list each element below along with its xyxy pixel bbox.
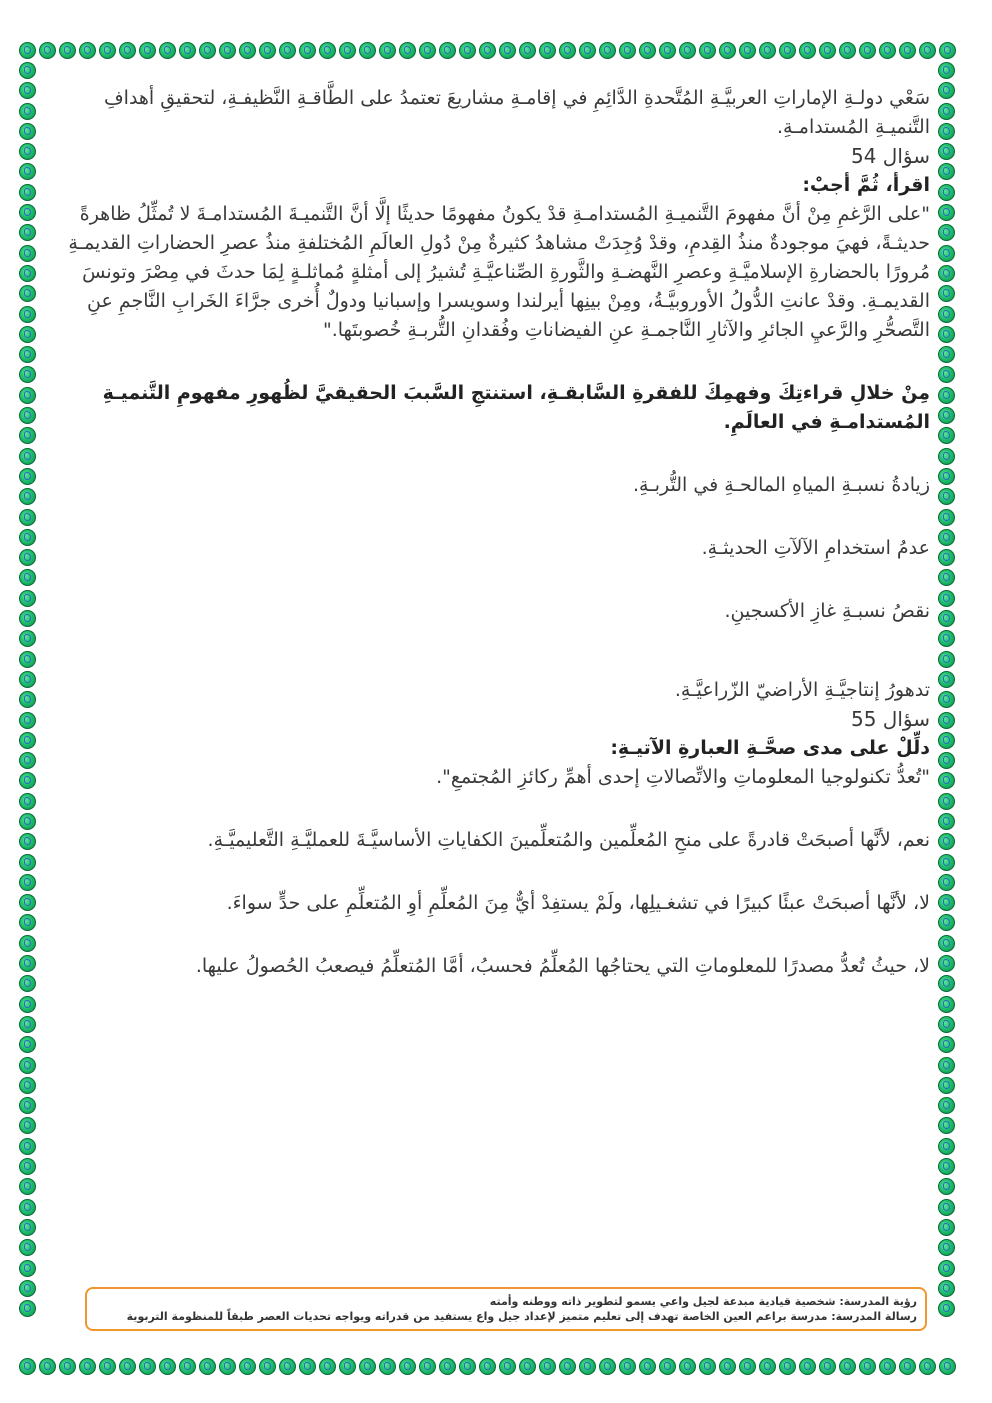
question-55-option-b[interactable]: لا، لأنَّها أصبحَتْ عبئًا كبيرًا في تشغـيلِها، ولَمْ يستفِدْ أيٌّ مِنَ المُعلِّمِ أوِ المُتعلِّمِ على حدٍّ سواءَ. <box>226 892 930 914</box>
globe-bead-icon <box>938 975 955 992</box>
question-54-option-d[interactable]: تدهورُ إنتاجيَّـةِ الأراضيّ الزّراعيَّـةِ. <box>674 679 930 701</box>
globe-bead-icon <box>19 82 36 99</box>
globe-bead-icon <box>938 1300 955 1317</box>
globe-bead-icon <box>19 996 36 1013</box>
globe-bead-icon <box>938 103 955 120</box>
globe-bead-icon <box>19 468 36 485</box>
globe-bead-icon <box>679 1358 696 1375</box>
globe-bead-icon <box>619 1358 636 1375</box>
globe-bead-icon <box>19 1138 36 1155</box>
globe-bead-icon <box>938 955 955 972</box>
globe-bead-icon <box>519 1358 536 1375</box>
globe-bead-icon <box>938 1057 955 1074</box>
globe-bead-icon <box>19 894 36 911</box>
globe-bead-icon <box>279 42 296 59</box>
globe-bead-icon <box>319 42 336 59</box>
globe-bead-icon <box>19 610 36 627</box>
globe-bead-icon <box>379 42 396 59</box>
globe-bead-icon <box>19 245 36 262</box>
globe-bead-icon <box>938 590 955 607</box>
globe-bead-icon <box>659 1358 676 1375</box>
globe-bead-icon <box>579 1358 596 1375</box>
globe-bead-icon <box>938 1239 955 1256</box>
globe-bead-icon <box>19 265 36 282</box>
globe-bead-icon <box>199 1358 216 1375</box>
border-right <box>938 62 955 1320</box>
globe-bead-icon <box>938 793 955 810</box>
globe-bead-icon <box>39 42 56 59</box>
globe-bead-icon <box>19 427 36 444</box>
globe-bead-icon <box>159 1358 176 1375</box>
globe-bead-icon <box>19 285 36 302</box>
globe-bead-icon <box>179 42 196 59</box>
globe-bead-icon <box>19 184 36 201</box>
school-vision: رؤية المدرسة: شخصية قيادية مبدعة لجيل واعي يسمو لتطوير ذاته ووطنه وأمته <box>489 1295 917 1308</box>
globe-bead-icon <box>19 1260 36 1277</box>
globe-bead-icon <box>19 1077 36 1094</box>
globe-bead-icon <box>938 691 955 708</box>
globe-bead-icon <box>19 1117 36 1134</box>
globe-bead-icon <box>938 630 955 647</box>
globe-bead-icon <box>779 1358 796 1375</box>
globe-bead-icon <box>919 42 936 59</box>
globe-bead-icon <box>459 1358 476 1375</box>
globe-bead-icon <box>19 143 36 160</box>
globe-bead-icon <box>139 42 156 59</box>
globe-bead-icon <box>938 752 955 769</box>
globe-bead-icon <box>19 854 36 871</box>
globe-bead-icon <box>499 42 516 59</box>
globe-bead-icon <box>19 914 36 931</box>
globe-bead-icon <box>819 42 836 59</box>
globe-bead-icon <box>938 468 955 485</box>
globe-bead-icon <box>199 42 216 59</box>
globe-bead-icon <box>19 387 36 404</box>
globe-bead-icon <box>799 42 816 59</box>
globe-bead-icon <box>619 42 636 59</box>
globe-bead-icon <box>679 42 696 59</box>
globe-bead-icon <box>839 1358 856 1375</box>
globe-bead-icon <box>938 813 955 830</box>
border-bottom <box>19 1358 959 1375</box>
globe-bead-icon <box>19 407 36 424</box>
globe-bead-icon <box>19 630 36 647</box>
question-54-instruction: اقرأ، ثُمَّ أجبْ: <box>802 174 930 196</box>
globe-bead-icon <box>259 42 276 59</box>
globe-bead-icon <box>938 163 955 180</box>
globe-bead-icon <box>938 123 955 140</box>
globe-bead-icon <box>938 143 955 160</box>
globe-bead-icon <box>379 1358 396 1375</box>
globe-bead-icon <box>938 387 955 404</box>
globe-bead-icon <box>419 42 436 59</box>
globe-bead-icon <box>19 42 36 59</box>
globe-bead-icon <box>938 1077 955 1094</box>
school-mission: رسالة المدرسة: مدرسة براعم العين الخاصة تهدف إلى تعليم متميز لإعداد جيل واع يستفيد من قدراته ويواجه تحديات العصر طبقاً للمنظومة التربوية <box>126 1310 917 1323</box>
globe-bead-icon <box>938 1097 955 1114</box>
globe-bead-icon <box>239 1358 256 1375</box>
globe-bead-icon <box>19 488 36 505</box>
globe-bead-icon <box>938 1199 955 1216</box>
globe-bead-icon <box>938 996 955 1013</box>
globe-bead-icon <box>659 42 676 59</box>
globe-bead-icon <box>938 1280 955 1297</box>
globe-bead-icon <box>938 427 955 444</box>
globe-bead-icon <box>19 1300 36 1317</box>
globe-bead-icon <box>299 42 316 59</box>
globe-bead-icon <box>339 42 356 59</box>
globe-bead-icon <box>938 772 955 789</box>
globe-bead-icon <box>938 1219 955 1236</box>
globe-bead-icon <box>19 366 36 383</box>
globe-bead-icon <box>19 326 36 343</box>
globe-bead-icon <box>938 1117 955 1134</box>
globe-bead-icon <box>938 265 955 282</box>
globe-bead-icon <box>19 1358 36 1375</box>
globe-bead-icon <box>938 1260 955 1277</box>
globe-bead-icon <box>19 123 36 140</box>
globe-bead-icon <box>938 610 955 627</box>
globe-bead-icon <box>499 1358 516 1375</box>
globe-bead-icon <box>79 1358 96 1375</box>
globe-bead-icon <box>559 1358 576 1375</box>
globe-bead-icon <box>939 1358 956 1375</box>
globe-bead-icon <box>819 1358 836 1375</box>
globe-bead-icon <box>938 1158 955 1175</box>
globe-bead-icon <box>19 1280 36 1297</box>
globe-bead-icon <box>19 163 36 180</box>
border-left <box>19 62 36 1320</box>
globe-bead-icon <box>99 1358 116 1375</box>
question-55-option-c[interactable]: لا، حيثُ تُعدُّ مصدرًا للمعلوماتِ التي يحتاجُها المُعلِّمُ فحسبُ، أمَّا المُتعلِّمُ فيصعبُ الحُصولُ عليها. <box>195 955 930 977</box>
globe-bead-icon <box>399 42 416 59</box>
globe-bead-icon <box>19 590 36 607</box>
globe-bead-icon <box>639 42 656 59</box>
globe-bead-icon <box>339 1358 356 1375</box>
globe-bead-icon <box>19 569 36 586</box>
globe-bead-icon <box>19 793 36 810</box>
globe-bead-icon <box>19 955 36 972</box>
globe-bead-icon <box>938 509 955 526</box>
globe-bead-icon <box>938 1016 955 1033</box>
globe-bead-icon <box>938 874 955 891</box>
globe-bead-icon <box>19 671 36 688</box>
globe-bead-icon <box>139 1358 156 1375</box>
globe-bead-icon <box>479 42 496 59</box>
globe-bead-icon <box>519 42 536 59</box>
globe-bead-icon <box>19 975 36 992</box>
globe-bead-icon <box>859 1358 876 1375</box>
globe-bead-icon <box>938 732 955 749</box>
globe-bead-icon <box>39 1358 56 1375</box>
globe-bead-icon <box>938 1178 955 1195</box>
globe-bead-icon <box>938 224 955 241</box>
question-54-prompt: مِنْ خلالِ قراءتِكَ وفهمِكَ للفقرةِ السَّابقـةِ، استنتجِ السَّببَ الحقيقيَّ لظُهورِ مفهومِ التَّنميـةِ المُستدامـةِ في العالَمِ. <box>102 382 930 433</box>
globe-bead-icon <box>839 42 856 59</box>
globe-bead-icon <box>239 42 256 59</box>
globe-bead-icon <box>359 42 376 59</box>
globe-bead-icon <box>19 448 36 465</box>
globe-bead-icon <box>119 42 136 59</box>
globe-bead-icon <box>539 42 556 59</box>
globe-bead-icon <box>319 1358 336 1375</box>
globe-bead-icon <box>719 42 736 59</box>
globe-bead-icon <box>19 874 36 891</box>
globe-bead-icon <box>299 1358 316 1375</box>
globe-bead-icon <box>539 1358 556 1375</box>
globe-bead-icon <box>938 529 955 546</box>
globe-bead-icon <box>938 712 955 729</box>
globe-bead-icon <box>939 42 956 59</box>
globe-bead-icon <box>19 346 36 363</box>
school-footer <box>85 1287 927 1331</box>
question-54-number: سؤال 54 <box>851 144 930 168</box>
globe-bead-icon <box>699 1358 716 1375</box>
question-55-option-a[interactable]: نعم، لأنَّها أصبحَتْ قادرةً على منحِ المُعلِّمين والمُتعلِّمينَ الكفاياتِ الأساسيَّـةَ للعمليَّـةِ التَّعليميَّـةِ. <box>207 829 930 851</box>
globe-bead-icon <box>399 1358 416 1375</box>
globe-bead-icon <box>59 1358 76 1375</box>
globe-bead-icon <box>179 1358 196 1375</box>
globe-bead-icon <box>719 1358 736 1375</box>
globe-bead-icon <box>579 42 596 59</box>
globe-bead-icon <box>19 1016 36 1033</box>
globe-bead-icon <box>159 42 176 59</box>
globe-bead-icon <box>19 935 36 952</box>
globe-bead-icon <box>19 833 36 850</box>
globe-bead-icon <box>899 42 916 59</box>
globe-bead-icon <box>699 42 716 59</box>
globe-bead-icon <box>19 224 36 241</box>
globe-bead-icon <box>938 62 955 79</box>
globe-bead-icon <box>19 712 36 729</box>
question-54-passage: "على الرَّغمِ مِنْ أنَّ مفهومَ التَّنميـةِ المُستدامـةِ قدْ يكونُ مفهومًا حديثًا إلَّا أنَّ التَّنميـةَ المُستدامـةَ لا تُمثِّلُ ظاهرةً حديثـةً، فهيَ موجودةٌ منذُ القِدمِ، وقدْ وُجِدَتْ مشاهدُ كثيرةٌ مِنْ دُولِ العالَمِ المُختلفةِ منذُ عصرِ الحضاراتِ القديمـةِ مُرورًا بالحضارةِ الإسلاميَّـةِ وعصرِ النَّهضـةِ والثَّورةِ الصِّناعيَّـةِ تُشيرُ إلى أمثلةٍ مُماثلـةٍ لِمَا حدثَ في مِصْرَ وتونسَ القديمـةِ. وقدْ عانتِ الدُّولُ الأوروبيَّـةُ، ومِنْ بينِها أيرلندا وسويسرا وإسبانيا ودولٌ أُخرى جرَّاءَ الخَرابِ النَّاجمِ عنِ التَّصحُّرِ والرَّعيِ الجائرِ والآثارِ النَّاجمـةِ عنِ الفيضاناتِ وفُقدانِ التُّربـةِ خُصوبتَها." <box>68 203 930 341</box>
globe-bead-icon <box>19 1036 36 1053</box>
globe-bead-icon <box>938 914 955 931</box>
page-content <box>60 84 930 981</box>
globe-bead-icon <box>559 42 576 59</box>
globe-bead-icon <box>938 245 955 262</box>
globe-bead-icon <box>919 1358 936 1375</box>
globe-bead-icon <box>19 752 36 769</box>
globe-bead-icon <box>19 62 36 79</box>
globe-bead-icon <box>739 42 756 59</box>
globe-bead-icon <box>19 529 36 546</box>
globe-bead-icon <box>938 285 955 302</box>
globe-bead-icon <box>938 366 955 383</box>
globe-bead-icon <box>938 569 955 586</box>
globe-bead-icon <box>739 1358 756 1375</box>
intro-paragraph: سَعْي دولـةِ الإماراتِ العربيَّـةِ المُتَّحدةِ الدَّائِمِ في إقامـةِ مشاريعَ تعتمدُ على الطَّاقـةِ النَّظيفـةِ، لتحقيقِ أهدافِ التَّنميـةِ المُستدامـةِ. <box>103 87 930 138</box>
globe-bead-icon <box>599 1358 616 1375</box>
globe-bead-icon <box>599 42 616 59</box>
globe-bead-icon <box>899 1358 916 1375</box>
globe-bead-icon <box>938 306 955 323</box>
globe-bead-icon <box>59 42 76 59</box>
globe-bead-icon <box>938 1036 955 1053</box>
globe-bead-icon <box>938 346 955 363</box>
globe-bead-icon <box>479 1358 496 1375</box>
question-55-number: سؤال 55 <box>851 707 930 731</box>
globe-bead-icon <box>938 935 955 952</box>
globe-bead-icon <box>19 1178 36 1195</box>
globe-bead-icon <box>19 204 36 221</box>
question-54-option-a[interactable]: زيادةُ نسبـةِ المياهِ المالحـةِ في التُّربـةِ. <box>632 474 930 496</box>
border-top <box>19 42 959 59</box>
globe-bead-icon <box>938 82 955 99</box>
globe-bead-icon <box>938 204 955 221</box>
globe-bead-icon <box>279 1358 296 1375</box>
globe-bead-icon <box>779 42 796 59</box>
globe-bead-icon <box>79 42 96 59</box>
globe-bead-icon <box>759 42 776 59</box>
question-55-instruction: دلِّلْ على مدى صحَّـةِ العبارةِ الآتيـةِ: <box>610 737 930 759</box>
globe-bead-icon <box>259 1358 276 1375</box>
globe-bead-icon <box>938 184 955 201</box>
globe-bead-icon <box>19 1239 36 1256</box>
globe-bead-icon <box>938 1138 955 1155</box>
globe-bead-icon <box>19 1158 36 1175</box>
globe-bead-icon <box>219 42 236 59</box>
globe-bead-icon <box>938 549 955 566</box>
question-54-option-c[interactable]: نقصُ نسبـةِ غازِ الأكسجينِ. <box>724 600 930 622</box>
globe-bead-icon <box>459 42 476 59</box>
globe-bead-icon <box>19 549 36 566</box>
globe-bead-icon <box>19 1097 36 1114</box>
globe-bead-icon <box>19 813 36 830</box>
globe-bead-icon <box>19 1219 36 1236</box>
globe-bead-icon <box>938 854 955 871</box>
globe-bead-icon <box>19 1057 36 1074</box>
globe-bead-icon <box>359 1358 376 1375</box>
globe-bead-icon <box>19 306 36 323</box>
globe-bead-icon <box>439 1358 456 1375</box>
globe-bead-icon <box>119 1358 136 1375</box>
globe-bead-icon <box>938 407 955 424</box>
globe-bead-icon <box>859 42 876 59</box>
globe-bead-icon <box>19 691 36 708</box>
globe-bead-icon <box>938 894 955 911</box>
globe-bead-icon <box>19 772 36 789</box>
globe-bead-icon <box>938 651 955 668</box>
globe-bead-icon <box>19 732 36 749</box>
globe-bead-icon <box>938 488 955 505</box>
globe-bead-icon <box>419 1358 436 1375</box>
question-55-statement: "تُعدُّ تكنولوجيا المعلوماتِ والاتِّصالاتِ إحدى أهمِّ ركائزِ المُجتمعِ". <box>436 766 930 788</box>
globe-bead-icon <box>759 1358 776 1375</box>
globe-bead-icon <box>99 42 116 59</box>
globe-bead-icon <box>938 671 955 688</box>
globe-bead-icon <box>938 326 955 343</box>
globe-bead-icon <box>879 42 896 59</box>
globe-bead-icon <box>938 448 955 465</box>
globe-bead-icon <box>19 651 36 668</box>
globe-bead-icon <box>639 1358 656 1375</box>
globe-bead-icon <box>19 1199 36 1216</box>
globe-bead-icon <box>879 1358 896 1375</box>
globe-bead-icon <box>439 42 456 59</box>
globe-bead-icon <box>799 1358 816 1375</box>
globe-bead-icon <box>219 1358 236 1375</box>
question-54-option-b[interactable]: عدمُ استخدامِ الآلآتِ الحديثـةِ. <box>701 537 930 559</box>
globe-bead-icon <box>938 833 955 850</box>
globe-bead-icon <box>19 509 36 526</box>
globe-bead-icon <box>19 103 36 120</box>
